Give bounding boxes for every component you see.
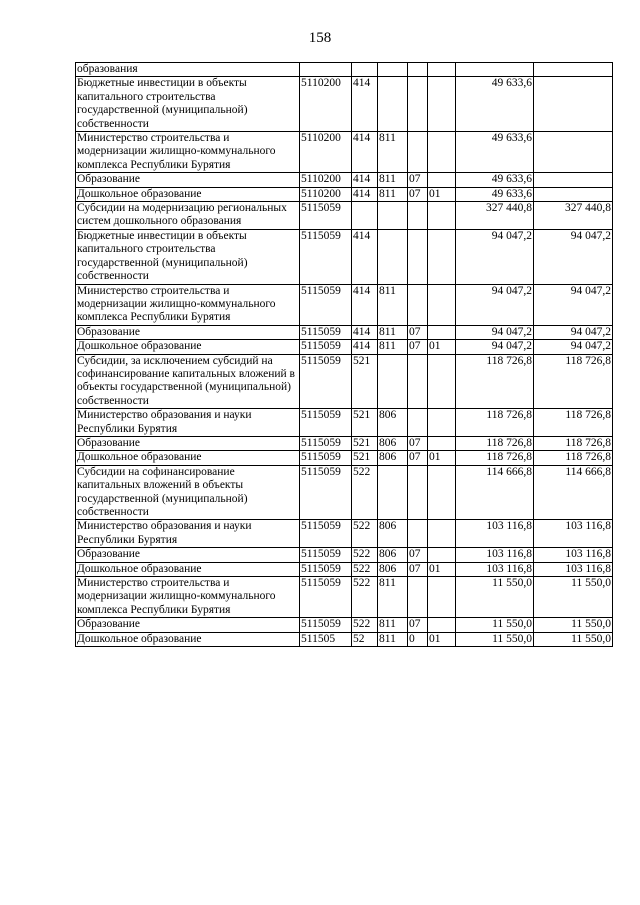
table-row <box>76 354 613 409</box>
administrator-cell <box>378 229 408 284</box>
row-name-cell: Дошкольное образование <box>76 632 300 646</box>
amount-1-cell: 118 726,8 <box>456 354 534 409</box>
subsection-cell <box>428 325 456 339</box>
expense-type-cell <box>352 202 378 230</box>
amount-1-cell: 94 047,2 <box>456 284 534 325</box>
section-cell: 07 <box>408 548 428 562</box>
administrator-cell <box>378 77 408 132</box>
administrator-cell: 811 <box>378 325 408 339</box>
section-cell <box>408 409 428 437</box>
amount-2-cell: 103 116,8 <box>534 520 613 548</box>
row-name-cell: Субсидии на модернизацию региональных систем дошкольного образования <box>76 202 300 230</box>
administrator-cell: 806 <box>378 548 408 562</box>
target-code-cell: 5110200 <box>300 187 352 201</box>
amount-1-cell <box>456 63 534 77</box>
table-row <box>76 577 613 618</box>
section-cell: 0 <box>408 632 428 646</box>
table-row <box>76 173 613 187</box>
target-code-cell: 511505 <box>300 632 352 646</box>
amount-1-cell: 103 116,8 <box>456 548 534 562</box>
target-code-cell: 5110200 <box>300 77 352 132</box>
row-name-cell: Министерство образования и науки Республики Бурятия <box>76 520 300 548</box>
target-code-cell: 5115059 <box>300 354 352 409</box>
row-name-cell: Дошкольное образование <box>76 340 300 354</box>
row-name-cell: Министерство строительства и модернизации жилищно-коммунального комплекса Республики Бурятия <box>76 284 300 325</box>
section-cell <box>408 132 428 173</box>
budget-table <box>75 62 613 647</box>
amount-1-cell: 11 550,0 <box>456 618 534 632</box>
amount-1-cell: 49 633,6 <box>456 187 534 201</box>
amount-1-cell: 118 726,8 <box>456 451 534 465</box>
target-code-cell: 5115059 <box>300 436 352 450</box>
table-body <box>76 63 613 647</box>
amount-2-cell: 118 726,8 <box>534 354 613 409</box>
amount-2-cell: 103 116,8 <box>534 548 613 562</box>
table-row <box>76 409 613 437</box>
table-row <box>76 77 613 132</box>
administrator-cell: 811 <box>378 187 408 201</box>
expense-type-cell: 522 <box>352 465 378 520</box>
amount-2-cell <box>534 173 613 187</box>
amount-2-cell: 327 440,8 <box>534 202 613 230</box>
amount-2-cell: 11 550,0 <box>534 632 613 646</box>
expense-type-cell: 414 <box>352 229 378 284</box>
section-cell: 07 <box>408 451 428 465</box>
subsection-cell <box>428 577 456 618</box>
administrator-cell: 806 <box>378 409 408 437</box>
section-cell <box>408 77 428 132</box>
expense-type-cell: 521 <box>352 354 378 409</box>
target-code-cell: 5110200 <box>300 173 352 187</box>
subsection-cell <box>428 436 456 450</box>
subsection-cell <box>428 284 456 325</box>
amount-1-cell: 11 550,0 <box>456 632 534 646</box>
amount-1-cell: 118 726,8 <box>456 436 534 450</box>
subsection-cell <box>428 465 456 520</box>
expense-type-cell: 414 <box>352 77 378 132</box>
amount-2-cell <box>534 77 613 132</box>
expense-type-cell: 522 <box>352 520 378 548</box>
administrator-cell: 806 <box>378 436 408 450</box>
table-row <box>76 132 613 173</box>
section-cell <box>408 202 428 230</box>
subsection-cell <box>428 520 456 548</box>
row-name-cell: Бюджетные инвестиции в объекты капитального строительства государственной (муниципальной) собственности <box>76 229 300 284</box>
subsection-cell <box>428 409 456 437</box>
amount-2-cell: 94 047,2 <box>534 284 613 325</box>
administrator-cell: 811 <box>378 173 408 187</box>
table-row <box>76 63 613 77</box>
expense-type-cell: 414 <box>352 132 378 173</box>
row-name-cell: Образование <box>76 436 300 450</box>
amount-1-cell: 94 047,2 <box>456 325 534 339</box>
target-code-cell: 5115059 <box>300 340 352 354</box>
section-cell: 07 <box>408 173 428 187</box>
row-name-cell: Образование <box>76 325 300 339</box>
row-name-cell: Образование <box>76 173 300 187</box>
row-name-cell: образования <box>76 63 300 77</box>
administrator-cell: 806 <box>378 520 408 548</box>
expense-type-cell: 414 <box>352 187 378 201</box>
expense-type-cell: 414 <box>352 173 378 187</box>
section-cell <box>408 229 428 284</box>
amount-2-cell: 11 550,0 <box>534 618 613 632</box>
amount-2-cell: 114 666,8 <box>534 465 613 520</box>
administrator-cell: 811 <box>378 340 408 354</box>
section-cell <box>408 284 428 325</box>
subsection-cell: 01 <box>428 340 456 354</box>
amount-1-cell: 49 633,6 <box>456 77 534 132</box>
table-row <box>76 520 613 548</box>
administrator-cell: 811 <box>378 632 408 646</box>
target-code-cell: 5115059 <box>300 451 352 465</box>
section-cell: 07 <box>408 340 428 354</box>
expense-type-cell: 522 <box>352 577 378 618</box>
amount-2-cell <box>534 187 613 201</box>
amount-2-cell: 118 726,8 <box>534 436 613 450</box>
administrator-cell: 811 <box>378 618 408 632</box>
target-code-cell: 5115059 <box>300 548 352 562</box>
section-cell: 07 <box>408 187 428 201</box>
subsection-cell: 01 <box>428 451 456 465</box>
amount-1-cell: 11 550,0 <box>456 577 534 618</box>
amount-2-cell: 118 726,8 <box>534 451 613 465</box>
row-name-cell: Министерство строительства и модернизации жилищно-коммунального комплекса Республики Бурятия <box>76 577 300 618</box>
subsection-cell <box>428 173 456 187</box>
target-code-cell: 5115059 <box>300 409 352 437</box>
expense-type-cell: 521 <box>352 409 378 437</box>
amount-2-cell: 94 047,2 <box>534 325 613 339</box>
section-cell <box>408 354 428 409</box>
table-row <box>76 618 613 632</box>
section-cell <box>408 63 428 77</box>
row-name-cell: Дошкольное образование <box>76 451 300 465</box>
subsection-cell: 01 <box>428 562 456 576</box>
expense-type-cell: 522 <box>352 548 378 562</box>
subsection-cell: 01 <box>428 632 456 646</box>
target-code-cell: 5115059 <box>300 562 352 576</box>
section-cell <box>408 465 428 520</box>
administrator-cell: 806 <box>378 451 408 465</box>
administrator-cell <box>378 354 408 409</box>
expense-type-cell: 414 <box>352 340 378 354</box>
subsection-cell <box>428 548 456 562</box>
amount-2-cell <box>534 132 613 173</box>
table-row <box>76 202 613 230</box>
table-row <box>76 548 613 562</box>
expense-type-cell: 522 <box>352 618 378 632</box>
subsection-cell: 01 <box>428 187 456 201</box>
expense-type-cell: 521 <box>352 436 378 450</box>
amount-2-cell <box>534 63 613 77</box>
table-row <box>76 562 613 576</box>
target-code-cell: 5110200 <box>300 132 352 173</box>
expense-type-cell <box>352 63 378 77</box>
subsection-cell <box>428 77 456 132</box>
amount-1-cell: 103 116,8 <box>456 562 534 576</box>
table-row <box>76 187 613 201</box>
subsection-cell <box>428 63 456 77</box>
row-name-cell: Дошкольное образование <box>76 187 300 201</box>
expense-type-cell: 52 <box>352 632 378 646</box>
administrator-cell <box>378 465 408 520</box>
amount-2-cell: 103 116,8 <box>534 562 613 576</box>
amount-2-cell: 94 047,2 <box>534 229 613 284</box>
administrator-cell: 811 <box>378 284 408 325</box>
target-code-cell: 5115059 <box>300 284 352 325</box>
administrator-cell <box>378 63 408 77</box>
target-code-cell <box>300 63 352 77</box>
administrator-cell <box>378 202 408 230</box>
target-code-cell: 5115059 <box>300 202 352 230</box>
table-row <box>76 436 613 450</box>
row-name-cell: Бюджетные инвестиции в объекты капитального строительства государственной (муниципальной) собственности <box>76 77 300 132</box>
section-cell <box>408 520 428 548</box>
target-code-cell: 5115059 <box>300 618 352 632</box>
subsection-cell <box>428 229 456 284</box>
section-cell <box>408 577 428 618</box>
amount-1-cell: 49 633,6 <box>456 132 534 173</box>
amount-1-cell: 114 666,8 <box>456 465 534 520</box>
target-code-cell: 5115059 <box>300 520 352 548</box>
amount-1-cell: 94 047,2 <box>456 340 534 354</box>
amount-2-cell: 118 726,8 <box>534 409 613 437</box>
row-name-cell: Образование <box>76 548 300 562</box>
target-code-cell: 5115059 <box>300 577 352 618</box>
amount-2-cell: 11 550,0 <box>534 577 613 618</box>
subsection-cell <box>428 354 456 409</box>
table-row <box>76 465 613 520</box>
amount-1-cell: 118 726,8 <box>456 409 534 437</box>
table-row <box>76 451 613 465</box>
row-name-cell: Дошкольное образование <box>76 562 300 576</box>
target-code-cell: 5115059 <box>300 229 352 284</box>
target-code-cell: 5115059 <box>300 325 352 339</box>
administrator-cell: 806 <box>378 562 408 576</box>
section-cell: 07 <box>408 562 428 576</box>
row-name-cell: Субсидии на софинансирование капитальных вложений в объекты государственной (муниципальной) собственности <box>76 465 300 520</box>
table-row <box>76 340 613 354</box>
section-cell: 07 <box>408 325 428 339</box>
expense-type-cell: 522 <box>352 562 378 576</box>
section-cell: 07 <box>408 436 428 450</box>
table-row <box>76 632 613 646</box>
administrator-cell: 811 <box>378 577 408 618</box>
subsection-cell <box>428 618 456 632</box>
row-name-cell: Министерство строительства и модернизации жилищно-коммунального комплекса Республики Бурятия <box>76 132 300 173</box>
row-name-cell: Образование <box>76 618 300 632</box>
subsection-cell <box>428 132 456 173</box>
row-name-cell: Министерство образования и науки Республики Бурятия <box>76 409 300 437</box>
amount-1-cell: 327 440,8 <box>456 202 534 230</box>
row-name-cell: Субсидии, за исключением субсидий на софинансирование капитальных вложений в объекты государственной (муниципальной) собственности <box>76 354 300 409</box>
expense-type-cell: 414 <box>352 284 378 325</box>
subsection-cell <box>428 202 456 230</box>
expense-type-cell: 521 <box>352 451 378 465</box>
expense-type-cell: 414 <box>352 325 378 339</box>
table-row <box>76 284 613 325</box>
page-number: 158 <box>308 30 332 46</box>
amount-2-cell: 94 047,2 <box>534 340 613 354</box>
amount-1-cell: 103 116,8 <box>456 520 534 548</box>
section-cell: 07 <box>408 618 428 632</box>
administrator-cell: 811 <box>378 132 408 173</box>
amount-1-cell: 94 047,2 <box>456 229 534 284</box>
table-row <box>76 229 613 284</box>
target-code-cell: 5115059 <box>300 465 352 520</box>
table-row <box>76 325 613 339</box>
amount-1-cell: 49 633,6 <box>456 173 534 187</box>
